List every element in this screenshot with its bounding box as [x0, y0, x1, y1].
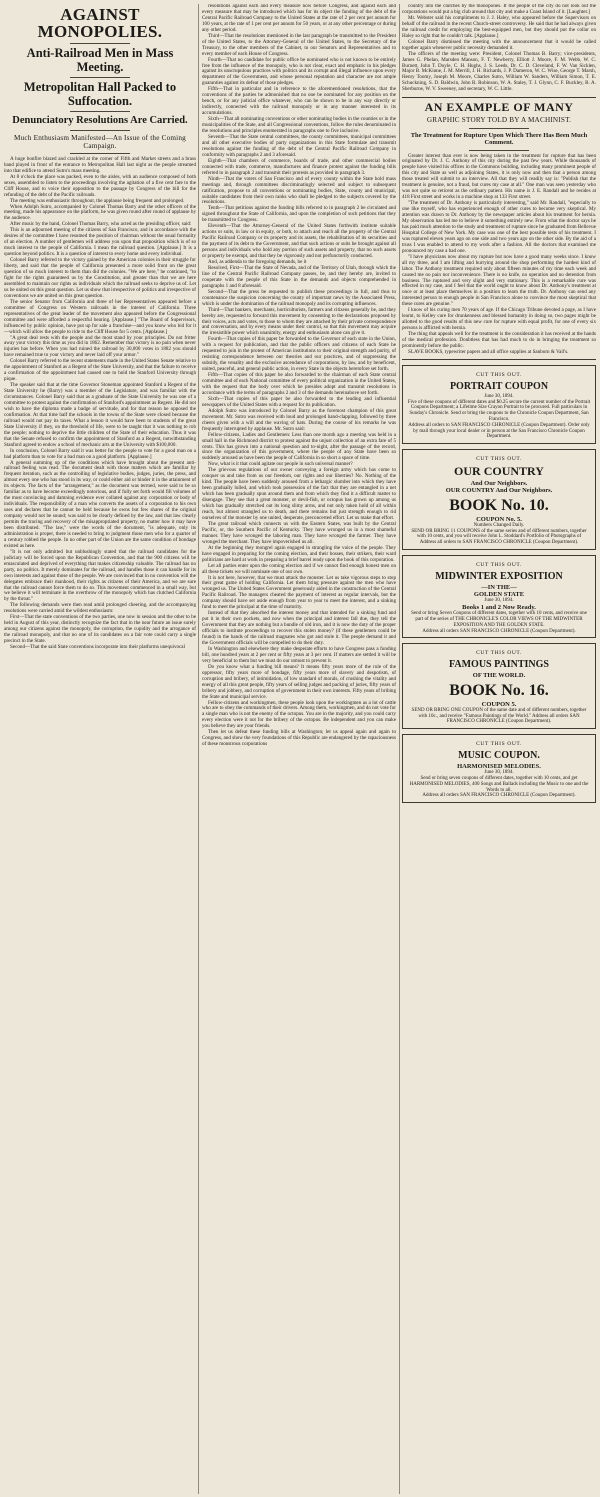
- coupon-box: [402, 365, 596, 444]
- column-rule: [198, 4, 199, 1494]
- coupon-date: June 30, 1894.: [484, 598, 514, 604]
- headline: AGAINST MONOPOLIES.: [37, 5, 163, 41]
- paragraph: The senior Senator from California and three of her Representatives appeared before a committee of Congress on Western railroads in the interest of California. Three representatives of the great leader of the movement also appeared before the Congressional committee and were afforded a respectful hearing. [Applause.] "The Board of Supervisors, influenced by public opinion, have put up for sale a franchise—and you know who bid for it—which will allow the people to ride to the Cliff House for 5 cents. [Applause.]: [4, 298, 196, 335]
- paragraph: Adolph Sutro was introduced by Colonel Barry as the foremost champion of this great movement. Mr. Sutro was received with loud and prolonged hand-clapping, followed by three cheers given with a will and the waving of hats. During the course of his remarks he was frequently interrupted by applause. Mr. Sutro said:: [202, 407, 396, 432]
- paragraph: Tenth—That petitions against the funding bills referred to in paragraph 2 be circulated and signed throughout the State of California, and upon the completion of such petitions that they be transmitted to Congress.: [202, 205, 396, 224]
- paragraph: At 8 o'clock the place was packed, even to the aisles, with an audience composed of both sexes, assembled to listen to the proceedings involving the agitation of a five cent fare to the Cliff House, and to voice their opposition to the passage by Congress of the bill for the refunding of the debt of the Pacific railroads.: [4, 173, 196, 198]
- example-article: [402, 97, 596, 360]
- paragraph: Second—That the press be requested to publish these proceedings in full, and thus to countenance the suspicion concerning the county of important news by the Associated Press, which is under the domination of the railroad monopoly and its corrupting influences.: [202, 288, 396, 307]
- paragraph: "The treatment of Dr. Anthony is particularly interesting," said Mr. Randall, "especially to one like myself, who has experienced enough of other cures to become very skeptical. My attention was drawn to Dr. Anthony by the newspaper articles about his treatment for hernia. My observation has led me to believe it something entirely new. From what the doctor says he has paid much attention to the study and treatment of rupture since he graduated from Bellevue Hospital College of New York. My case was one of the best possible tests of his treatment. I was ruptured eleven years ago on one side and two years ago on the other side. By the aid of a truss I was enabled to attend to my work after a fashion. All the doctors that examined me pronounced my case a bad one.: [402, 200, 596, 254]
- paragraph: Fourth—That copies of this paper be forwarded to the Governor of each state in the Union, with a request for publication, and that the public officers and citizens of each State be requested to join in the protest of American institutions to their original strength and purity, of resisting correspondence between our theories and our practices, and of suppressing the subsidy, the venality and the exclusive ascendance of corporations, by law, and by beneficent, united, peaceful, and general public action, in every State in the objects heretofore set forth.: [202, 336, 396, 373]
- paragraph: Colonel Barry dismissed the meeting with the announcement that it would be called together again whenever public necessity demanded it.: [402, 38, 596, 51]
- coupon-date: June 30, 1894.: [484, 770, 514, 776]
- coupon-cut-line: CUT THIS OUT.: [476, 371, 522, 378]
- paragraph: The thing that appeals well for the treatment is the consideration it has received at the hands of the medical profession. Doubtless that has had much to do in bringing the treatment so prominently before the public.: [402, 331, 596, 349]
- paragraph: Fellow-citizens, Ladies and Gentlemen: Less than one month ago a meeting was held in a small hall in the Richmond district to protest against the unjust collection of an extra fare of 5 cents. This has grown into a national question and to-night, after the passage of the record, since the organization of this government, where the people of any State have been so suddenly aroused as have been the people of California in so short a space of time.: [202, 431, 396, 462]
- coupon-title: PORTRAIT COUPON: [449, 380, 549, 392]
- paragraph: "It is not only admitted but unblushingly stated that the railroad candidates for the judiciary will be forced upon the Republican Convention, and that the 900 citizens will be emasculated and deprived of everything that makes citizenship valuable. The railroad has no party, no politics. It merely dominates for the railroad, and handles those it can handle for its own interests and against those of the people. We are convinced that in no convention will the delegates embrace their manhood, their rights as citizens of their America, and we are sure that the railroad cannot force them to do so. This movement commenced in a small way, but we believe it will terminate in the overthrow of the monopoly which has clutched California by the throat.": [4, 548, 196, 603]
- paragraph: At the beginning they mongrel again engaged in strangling the voice of the people. They have engaged in preparing for the coming election, and their bosses, their strikers, their ward politicians are hard at work in preparing a brief barrel ready upon the book of this corporation.: [202, 544, 396, 563]
- divider: [70, 153, 130, 154]
- paragraph: The speaker said that at the time Governor Stoneman appointed Stanford a Regent of the State University he (Barry) was a member of the Legislature, and was familiar with the circumstances. Colonel Barry said that as a graduate of the State University he was one of a committee to protest against the confirmation of Stanford's appointment as Regent. He did not wish to have the diploma made a badge of servitude, and for that reason he opposed the confirmation. At that time half the schools in the towns of the State were closed because the railroad would not pay its taxes. What a lesson it would have been to students of the great State University if they, on the threshold of life, were to be taught that it was nothing to rob the people; nothing to deprive the little children of the State of their education. Thus it was that the Senate refused to confirm the appointment of Stanford as a Regent, notwithstanding Stanford agreed to endow a school of mechanic arts at the University with $100,000.: [4, 382, 196, 448]
- paragraph: The great railroad which connects us with the Eastern States, was built by the Central Pacific, or, the Southern Pacific of Kentucky. They have wronged us in a most shameful manner. They have wronged the laboring man. They have wronged the farmer. They have wronged the merchant. They have impoverished us all.: [202, 520, 396, 545]
- paragraph: SLAVE BOOKS, typewriter papers and all office supplies at Sanborn & Vail's.: [408, 348, 569, 355]
- coupon-note: Numbers Changed Daily.: [473, 522, 525, 528]
- paragraph: The grievous regulations of our owner conveying a foreign army which has come to conquer us and take from us our freedom, our rights and our liberties? No. Nothing of the kind. The people have been suddenly aroused from a lethargic slumber into which they have been gradually lulled, and which took possession of the fact that they are entangled in a net which has been gradually spun around them and from which they find it a difficult matter to disengage. They see that a great monster, or devil-fish, or octopus has grown up among us which has gradually stretched out its long slimy arms, and not only taken hold of all within reach, but almost strangled us to death, and there remains but just strength enough to rid ourselves of the monster by one united, desperate, preconcerted effort. Let us make that effort.: [202, 467, 396, 521]
- deck-3: Denunciatory Resolutions Are Carried.: [12, 115, 188, 126]
- coupon-subtitle: OF THE WORLD.: [472, 672, 526, 680]
- coupons: [402, 365, 596, 803]
- column-3: [402, 4, 596, 1494]
- paragraph: It is not here, however, that we must attack the monster. Let us take vigorous steps to stop their great game of holding California. Let them bring pressure against the men who have wronged us. The United States Government generously aided in the construction of the Central Pacific Railroad. The managers cheated the payment of interest as regular intervals, but the company should have set aside enough from year to year to meet the interest, and a sinking fund to meet the principal at the time of maturity.: [202, 574, 396, 611]
- coupon-book-number: BOOK No. 16.: [449, 681, 549, 699]
- coupon-number: COUPON No. 5.: [476, 515, 522, 523]
- paragraph: "A great deal rests with the people and the most stand by your principles. Do not fritter away your victory this time as you did in 1862. Remember that victory is no pain when never injuries has before. When you had ruined the railroad by 30,000 votes in 1882 you should have remained true to your victory and never laid off your armor.": [4, 334, 196, 359]
- divider: [469, 128, 529, 129]
- deck-4: Much Enthusiasm Manifested—An Issue of the Coming Campaign.: [14, 133, 186, 150]
- divider: [70, 130, 130, 131]
- paragraph: The meeting was enthusiastic throughout, the applause being frequent and prolonged.: [10, 197, 185, 204]
- paragraph: Greater interest than ever is now being taken in the treatment for rupture that has been originated by Dr. J. C. Anthony of this city during the past few years. While thousands of people have visited his offices in the Commons building, including many prominent people of this city and State as well as adjoining States, it is only now and then that a person among those treated will submit to an interview. All that they will readily say is: "Publish that the treatment is genuine, not a fraud, but cures my case at all." One man was seen yesterday who was not quite so reticent as the ordinary patient. His name is J. E. Randall and he resides at 418 First street and works in a machine shop at 133 First street.: [402, 152, 596, 201]
- paragraph: Resolved, First—That the State of Nevada, and of the Territory of Utah, through which the line of the Central Pacific Railroad Company passes, be, and they hereby are, invited to cooperate with the people of this State in the demands and objects comprehended in paragraphs 1 and 8 aforesaid.: [202, 264, 396, 289]
- example-sub-1: GRAPHIC STORY TOLD BY A MACHINIST.: [426, 116, 572, 125]
- paragraph: Fifth—That in particular and in reference to the aforementioned resolutions, that the conventions of the parties be admonished that no one be nominated for any position on the bench, or for any judicial office whatever, who can be shown to be in any way directly or indirectly, connected with the railroad monopoly or in any manner interested in its accumulations.: [202, 86, 396, 117]
- coupon-subtitle: —IN THE—: [481, 583, 517, 591]
- deck-2: Metropolitan Hall Packed to Suffocation.: [23, 80, 177, 108]
- coupon-emphasis: GOLDEN STATE: [473, 591, 525, 598]
- coupon-number: COUPON 5.: [481, 700, 517, 708]
- paragraph: Sixth—That all nominating conventions or other nominating bodies in the counties or in the municipalities of the State, and all Congressional conventions, follow the rules denominated in the resolutions and principles enumerated in paragraphs one to five inclusive.: [202, 116, 396, 135]
- coupon-title: MUSIC COUPON.: [458, 750, 540, 761]
- paragraph: country into the clutches by the monopolies. If the people of the city do not look out the corporations would put a big club around that city and make a Coast Island of it. [Laughter.]: [402, 4, 596, 15]
- paragraph: The following demands were then read amid prolonged cheering, and the accompanying resolutions were carried amid the wildest enthusiasm:: [4, 602, 196, 615]
- paragraph: Instead of that they absorbed the interest money and that intended for a sinking fund and put it in their own pockets, and now when the principal and interest fall due, they tell the Government that they are nothing but a bundle of old iron, and it is now the duty of the proper officials to institute proceedings to recover this stolen money? (if these gentlemen could be found) in the hands of the railroad magnates who got and stole it. The people demand it and the Government officials will be compelled to do their duty.: [202, 610, 396, 646]
- divider: [70, 111, 130, 112]
- coupon-book-number: BOOK No. 10.: [449, 496, 549, 514]
- paragraph: Eighth—That chambers of commerce, boards of trade, and other commercial bodies connected with trade, commerce, manufactures and finance protest against the funding bills referred to in paragraph 2 and transmit their protests as provided in paragraph 3.: [202, 157, 396, 176]
- coupon-box: [402, 555, 596, 639]
- coupon-box: [402, 643, 596, 729]
- paragraph: In conclusion, Colonel Barry said it was better for the people to vote for a good man on a bad platform than to vote for a bad man on a good platform. [Applause.]: [4, 447, 196, 460]
- example-body: [402, 154, 596, 356]
- example-title: AN EXAMPLE OF MANY: [424, 100, 574, 115]
- coupon-box: [402, 449, 596, 550]
- coupon-cut-line: CUT THIS OUT.: [476, 741, 522, 748]
- coupon-cut-line: CUT THIS OUT.: [476, 650, 522, 657]
- coupon-book-number: Books 1 and 2 Now Ready.: [462, 604, 536, 611]
- divider: [469, 150, 529, 151]
- paragraph: In Washington and elsewhere they make desperate efforts to have Congress pass a funding bill, one hundred years at 2 per cent or fifty years at 3 per cent. If matters are settled it will be very beneficial to them but we must do our utmost to prevent it.: [202, 645, 396, 664]
- coupon-subtitle: And Our Neighbors.: [470, 480, 528, 488]
- paragraph: Mr. Webster said his compliments to J. J. Haley, who appeared before the Supervisors on behalf of the railroad in the recent Church-street controversy. He said that he had always given the railroad credit for employing the best-equipped men, but they should put the collar on Haley so tight that he couldn't talk. [Applause.]: [402, 14, 596, 39]
- coupon-address: Address all orders to SAN FRANCISCO CHRONICLE (Coupon Department). Order only by mail through your local dealer or in person at the San Francisco Chronicle Coupon Department.: [408, 422, 590, 440]
- paragraph: Colonel Barry referred to the recent statements made in the United States Senate relative to the appointment of Stanford as a Regent of the State University, and that the failure to receive a confirmation of the appointment had caused one to hold the Stanford University through pique.: [4, 358, 196, 383]
- coupon-title: OUR COUNTRY: [454, 464, 544, 479]
- paragraph: Do you know what a funding bill means? It means fifty years more of the rule of the oppressor, fifty years more of bondage, fifty years more of slavery and despotism, of corruption and bribery, of intimidation, of low standard of morals, of crushing the vitality and energy of all this great people, fifty years of selling judges and packing of juries, fifty years of bribery and jobbery, and corruption of government in their own interests. Fifty years of bribing the State and municipal service.: [202, 663, 396, 700]
- paragraph: Then let us defeat these funding bills at Washington; let us appeal again and again to Congress, and show the very foundations of this Republic are endangered by the rapaciousness of these monstrous corporations: [202, 729, 396, 748]
- column-1: [4, 4, 196, 1494]
- paragraph: And, as addenda to the foregoing demands, be it: [208, 258, 307, 265]
- paragraph: Seventh—That the State central committees, the county committees, municipal committees and all other executive bodies of party organizations in this State formulate and transmit resolutions against the funding of the debt of the Central Pacific Railroad Company in conformity with paragraphs 2 and 3 aforesaid.: [202, 133, 396, 158]
- paragraph: "I have physicians now about my rupture but now have a good many weeks since. I know all my three, and I am lifting and hurrying around the shop performing the hardest kind of labor. The Anthony treatment required only about fifteen minutes of my time each week and caused me no pain nor inconvenience. There is no knife, no operation and no detention from business. The ruptured and very slight and very stationary. This is a remarkable cure was effected in my case, and I feel that the world ought to know about Dr. Anthony's treatment at once or at least place themselves in a position to learn the truth. Dr. Anthony can send any interested person to enough people in San Francisco alone to convince the most skeptical that these cures are genuine.": [402, 253, 596, 308]
- paragraph: Sixth—That copies of this paper be also forwarded to the leading and influential newspapers of the United States with a request for its publication.: [202, 395, 396, 408]
- divider: [70, 43, 130, 44]
- coupon-body: Five of these coupons of different dates and $0.25 secure the current number of the Portrait Coupons Department; a Lifetime Size Crayon Portrait to be procured. Full particulars in Sunday's Chronicle. Send or bring the coupons to the Chronicle Coupon Department, San Francisco.: [407, 399, 591, 422]
- paragraph: First—That the state conventions of the two parties, one now in session and the other to be held in August of this year, distinctly recognize the fact that in the near future an issue surely among our citizens against the monopoly, the corruption, the cupidity and the arrogance of the railroad monopoly, and that no one of its candidates on a fair vote could carry a single precinct in the State.: [4, 614, 196, 645]
- coupon-address: Address all orders to SAN FRANCISCO CHRONICLE (Coupon Department).: [419, 540, 579, 546]
- paragraph: Third—That the resolutions mentioned in the last paragraph be transmitted to the President of the United States, to the Attorney-General of the United States, to the Secretary of the Treasury, to the other members of the Cabinet, to our Senators and Representatives and to every member of each House of Congress.: [202, 32, 396, 57]
- coupon-cut-line: CUT THIS OUT.: [476, 456, 522, 463]
- article-conclusion: [402, 4, 596, 93]
- paragraph: Ninth—That the voters of San Francisco and of every county within the State hold mass meetings and, through committees discriminatingly selected and subject to subsequent ratification, propose to all conventions or nominating bodies, State, county and municipal, suitable candidates from their own ranks who shall be pledged to the subjects covered by the resolutions.: [202, 175, 396, 206]
- paragraph: A general summing up of the conditions which have brought about the present anti-railroad feeling was read. The document dealt with those matters which are familiar by frequent iteration, such as the controlling of legislative bodies, judges, juries, the press, and almost every one who has stood in its way, or could either aid or hinder it in the attainment of its objects. The facts of the "arrangement," as the document was termed, were said to be so familiar as to have become exceedingly notorious, and if fully set forth would fill volumes of the most convincing and damning evidence ever collated against any corporation or body of individuals. The responsibility of a man who converts the assets of a corporation to his own uses and declares that he cannot be held because he owns but few shares of the original company would not be sound; was said to be clearly defined by the law, and that law clearly permits the tracing and recovery of the misappropriated property, no matter how it may have been distributed. "The law," were the words of the document, "is adequate, only its administration is proper, there is needed to bring to judgment those men who for a quarter of a century robbed the people. In no other part of the Union are the same condition of bondage existed as here.: [4, 459, 196, 549]
- paragraph: The officers of the meeting were: President, Colonel Thomas B. Barry; vice-presidents, James G. Phelan, Marsden Manson, F. T. Newberry, Elliott J. Moore, F. M. Webb, W. C. Burnett, John T. Doyle, C. H. Hughs, J. S. Leeds, Dr. C. D. Cleveland, F. W. Van Sicklen, Major B. McKinne, J. M. Merrill, J. H. Richards, J. P. Dameron, W. C. Wise, George T. Marsh, Henry Toomy, Joseph M. Moore, Charles Sutro, William W. Sanders, William Simon, T. E. Schuckning, S. D. Baldwin, John R. Robinson, W. A. Staley, T. J. Glynn, C. F. Buckley, B. A. Sherburne, W. V. Sweeney, and secretary, W. C. Little.: [402, 50, 596, 93]
- coupon-date: June 30, 1894.: [484, 393, 514, 399]
- paragraph: resolutions against each and every measure now before Congress, and against each and every measure that may be introduced which has for its object the funding of the debt of the Central Pacific Railroad Company to the United States at the rate of 2 per cent per annum for 100 years, at the rate of 1 per cent per annum for 50 years, or at any other percentage or during any other period.: [202, 4, 396, 33]
- coupon-address: Address all orders SAN FRANCISCO CHRONICLE (Coupon Department).: [422, 793, 576, 799]
- coupon-body: Send or bring seven coupons of different dates, together with 10 cents, and get HARMONISED MELODIES, 400 Songs and Ballads including the Music to one and the Words to all.: [409, 776, 589, 793]
- coupon-subtitle: HARMONISED MELODIES.: [457, 763, 541, 770]
- paragraph: Fifth—That copies of this paper be also forwarded to the chairman of each State central committee and of each National committee of every political organization in the United States, with the request that the body over which he presides adopt and transmit resolutions in accordance with the terms of paragraphs 2 and 3 of the demands hereinabove set forth.: [202, 372, 396, 396]
- example-sub-2: The Treatment for Rupture Upon Which There Has Been Much Comment.: [410, 131, 588, 146]
- coupon-emphasis: OUR COUNTRY And Our Neighbors.: [445, 487, 553, 495]
- paragraph: This is an adjourned meeting of the citizens of San Francisco, and in accordance with the desires of the committee I have resumed the position of chairman without the usual formality of an election. A number of gentlemen will address you upon that proposition which is of so much interest to the people of California. I mean the railroad question. [Applause.] It is a question beyond politics. It is a question of interest to every home and every individual.: [4, 227, 196, 258]
- paragraph: Second—That the said State conventions incorporate into their platforms unequivocal: [10, 644, 185, 651]
- paragraph: Now, what is it that could agitate our people in such universal manner?: [208, 461, 353, 468]
- column-2: [202, 4, 396, 1494]
- paragraph: When Adolph Sutro, accompanied by Colonel Thomas Barry and the other officers of the meeting, made his appearance on the platform, he was given round after round of applause by the audience.: [4, 203, 196, 222]
- coupon-title: FAMOUS PAINTINGS: [449, 659, 549, 671]
- coupon-body: Send or bring Seven Coupons of different dates, together with 10 cents, and receive one part of the series of THE CHRONICLE'S COLOR VIEWS OF THE MIDWINTER EXPOSITION AND THE GOLDEN STATE.: [411, 611, 587, 628]
- paragraph: After music by the band, Colonel Thomas Barry, who acted as the presiding officer, said:: [10, 221, 192, 228]
- paragraph: I know of his curing men 70 years of age. If the Chicago Tribune devoted a page, as I have learnt, to Kelley cure for drunkenness and blessed humanity in doing so, two pages might be allotted to the good results of this new cure for rupture with equal profit, for one of every six persons is afflicted with hernia.: [402, 307, 596, 332]
- paragraph: Fourth—That no candidate for public office be nominated who is not known to be entirely free from the influence of the monopoly, who is not clear, exact and emphatic in his pledges against its unscrupulous practices with politics and its corrupt and illegal influence upon every department of the Government, and whose personal reputation and character are not ample guaranties against its defeat of those pledges.: [202, 56, 396, 87]
- paragraph: A huge bonfire blazed and crackled at the corner of Fifth and Market streets and a brass band played in front of the entrance to Metropolitan Hall last night as the people streamed into that edifice to attend Sutro's mass meeting.: [4, 155, 196, 174]
- coupon-cut-line: CUT THIS OUT.: [476, 561, 522, 568]
- paragraph: Eleventh—That the Attorney-General of the United States forthwith institute suitable actions or suits, in law or in equity, or both, to attach and reach all the property of the Central Pacific Railroad Company or its property and its assets, the rehabilitation of its securities and the payment of its debt to the Government, and that such actions or suits be brought against all persons and individuals who hold any portion of such assets and property, that no such assets or property be exempt, and that they be vigorously and not perfunctorily conducted.: [202, 223, 396, 260]
- coupon-title: MIDWINTER EXPOSITION: [435, 570, 563, 582]
- column-rule: [399, 4, 400, 1494]
- divider: [70, 77, 130, 78]
- paragraph: Let all parties enter upon the coming election and if we cannot find enough honest men on all these tickets we will nominate one of our own.: [202, 562, 396, 575]
- deck-1: Anti-Railroad Men in Mass Meeting.: [26, 46, 174, 74]
- paragraph: Third—That bankers, merchants, horticulturists, farmers and citizens generally be, and they hereby are, requested to forward this movement by consenting to the declarations proposed by their voices, acts and votes, to those to whom they are attached by their private correspondence and conversation, and by every means under their control, so that this movement may acquire the irresistible power which unanimity, energy and enthusiasm alone can give it.: [202, 306, 396, 337]
- article-body-continued: [202, 4, 396, 748]
- coupon-address: Address all orders SAN FRANCISCO CHRONICLE (Coupon Department).: [422, 628, 576, 634]
- paragraph: Fellow-citizens and workingmen, these people look upon the workingmen as a lot of cattle who are to obey the commands of their drivers. Among them, workingmen, and do not vote for a single man who is not the enemy of the octopus. You are in the majority, and you could carry every election were it not for the bribery of the octopus. Be independent and you can make you believe they are your friends.: [202, 699, 396, 730]
- paragraph: Colonel Barry referred to the victory gained by the American colonies in their struggle for liberty, and said that the people of California presented a more solid front on the great question of so much interest to them than did the colonies. "We are here," he continued, "to fight for the rights guaranteed us by the Constitution, and greater than that we are here assembled to maintain our rights as individuals which the railroad seeks to deprive us of. Let us be united on this great question. Let us show that irrespective of politics and irrespective of conventions we are united on this great question.: [4, 257, 196, 299]
- article-body: [4, 157, 196, 651]
- coupon-body: SEND OR BRING ONE COUPON of the same date and of different numbers, together with 10c., and receive "Famous Paintings of the World." Address all orders SAN FRANCISCO CHRONICLE (Coupon Department).: [411, 707, 587, 725]
- coupon-body: SEND OR BRING 11 COUPONS of the same series and of different numbers, together with 10 cents, and you will receive John L. Stoddard's Portfolio of Photographs of: [411, 528, 587, 540]
- coupon-box: [402, 734, 596, 803]
